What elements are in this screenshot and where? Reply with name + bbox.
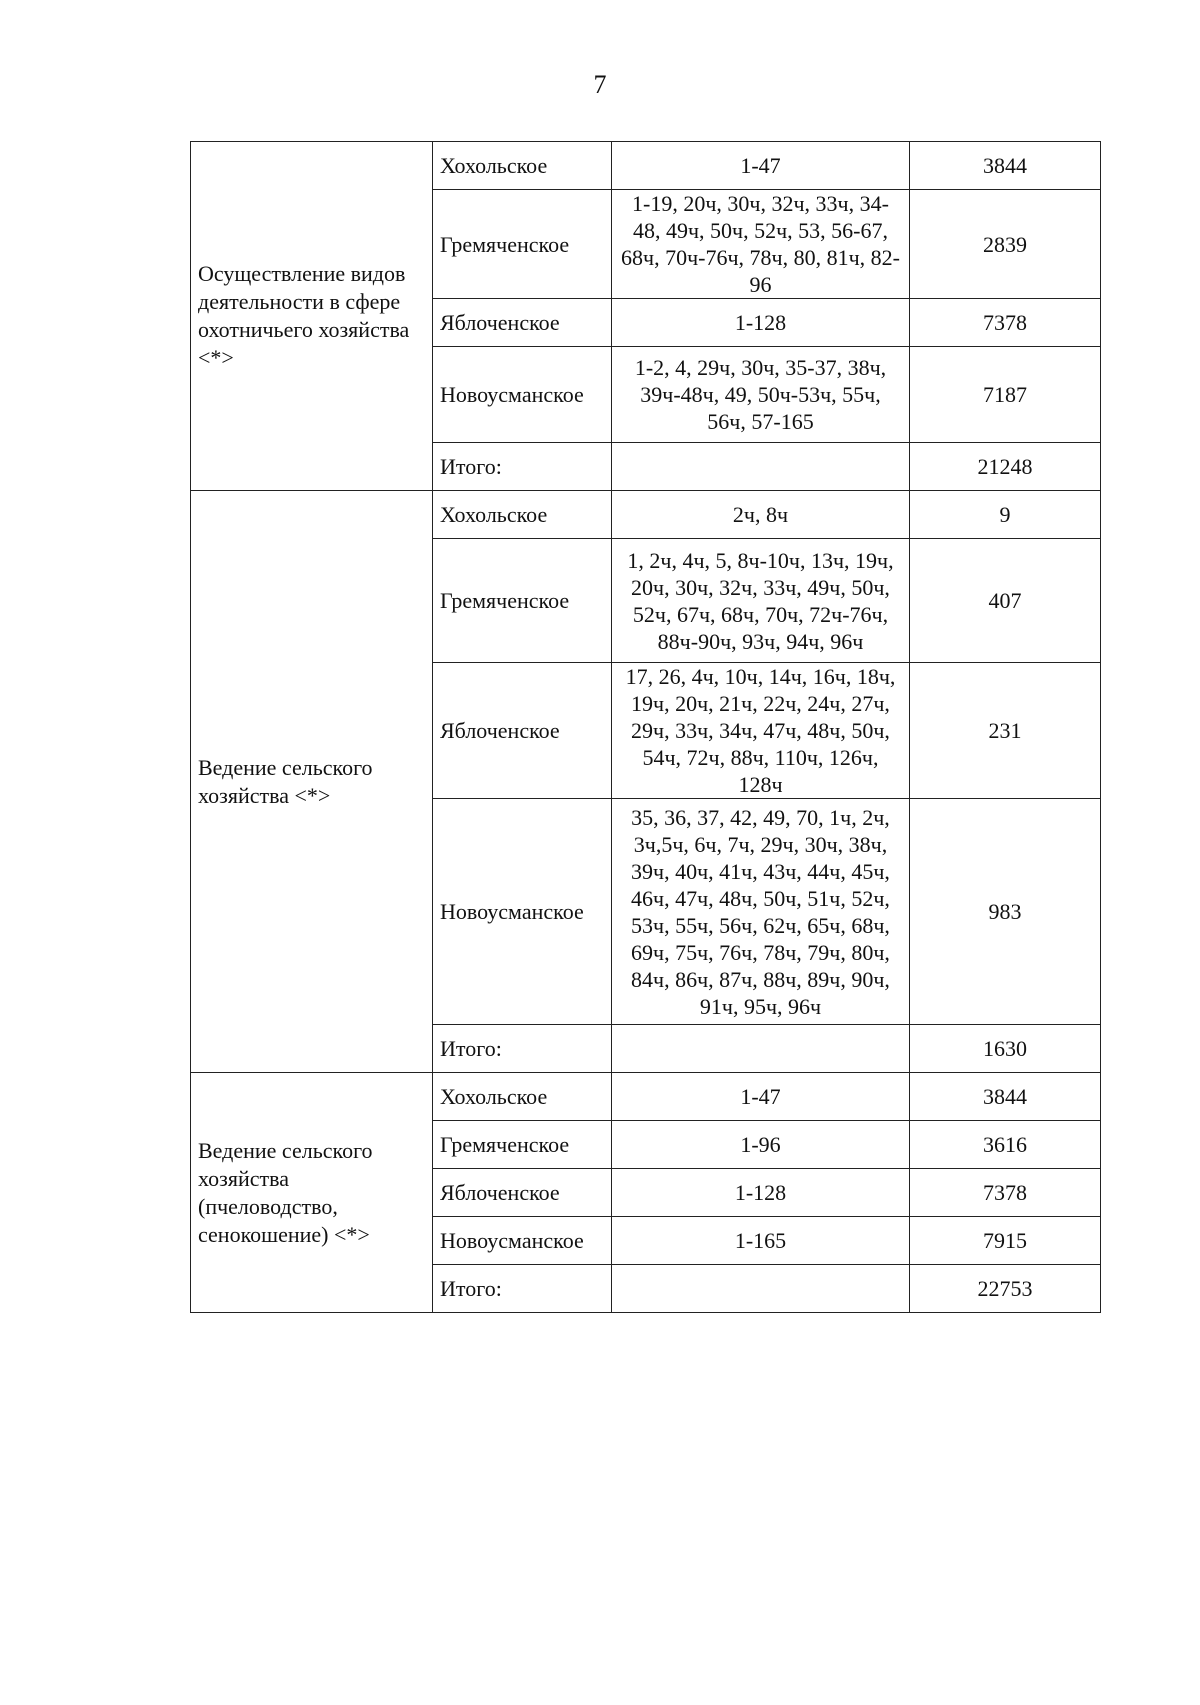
area-cell: 7915 xyxy=(910,1217,1101,1265)
parcels-cell: 1-96 xyxy=(612,1121,910,1169)
area-cell: 7187 xyxy=(910,347,1101,443)
area-cell: 7378 xyxy=(910,1169,1101,1217)
area-cell: 9 xyxy=(910,491,1101,539)
parcels-cell: 35, 36, 37, 42, 49, 70, 1ч, 2ч, 3ч,5ч, 6ч, 7ч, 29ч, 30ч, 38ч, 39ч, 40ч, 41ч, 43ч, 44ч, 45ч, 46ч, 47ч, 48ч, 50ч, 51ч, 52ч, 53ч, 55ч, 56ч, 62ч, 65ч, 68ч, 69ч, 75ч, 76ч, 78ч, 79ч, 80ч, 84ч, 86ч, 87ч, 88ч, 89ч, 90ч, 91ч, 95ч, 96ч xyxy=(612,799,910,1025)
parcels-cell xyxy=(612,443,910,491)
parcels-cell: 1-165 xyxy=(612,1217,910,1265)
district-cell: Яблоченское xyxy=(433,299,612,347)
table-row xyxy=(191,1073,1101,1121)
parcels-cell: 1-128 xyxy=(612,299,910,347)
district-cell: Гремяченское xyxy=(433,190,612,299)
district-cell: Новоусманское xyxy=(433,1217,612,1265)
land-use-table xyxy=(190,141,1101,1313)
total-label-cell: Итого: xyxy=(433,1025,612,1073)
parcels-cell xyxy=(612,1265,910,1313)
area-cell: 231 xyxy=(910,663,1101,799)
parcels-cell: 1-128 xyxy=(612,1169,910,1217)
total-label-cell: Итого: xyxy=(433,443,612,491)
use-type-cell: Ведение сельского хозяйства <*> xyxy=(191,491,433,1073)
district-cell: Гремяченское xyxy=(433,1121,612,1169)
district-cell: Хохольское xyxy=(433,1073,612,1121)
page-number: 7 xyxy=(593,70,607,99)
parcels-cell: 1, 2ч, 4ч, 5, 8ч-10ч, 13ч, 19ч, 20ч, 30ч, 32ч, 33ч, 49ч, 50ч, 52ч, 67ч, 68ч, 70ч, 72ч-76ч, 88ч-90ч, 93ч, 94ч, 96ч xyxy=(612,539,910,663)
area-cell: 3844 xyxy=(910,142,1101,190)
use-type-cell: Осуществление видов деятельности в сфере охотничьего хозяйства <*> xyxy=(191,142,433,491)
use-type-cell: Ведение сельского хозяйства (пчеловодство, сенокошение) <*> xyxy=(191,1073,433,1313)
district-cell: Хохольское xyxy=(433,491,612,539)
parcels-cell: 1-47 xyxy=(612,1073,910,1121)
district-cell: Хохольское xyxy=(433,142,612,190)
area-cell: 7378 xyxy=(910,299,1101,347)
area-cell: 983 xyxy=(910,799,1101,1025)
district-cell: Новоусманское xyxy=(433,799,612,1025)
total-label-cell: Итого: xyxy=(433,1265,612,1313)
area-cell: 407 xyxy=(910,539,1101,663)
area-cell: 2839 xyxy=(910,190,1101,299)
parcels-cell: 1-19, 20ч, 30ч, 32ч, 33ч, 34-48, 49ч, 50ч, 52ч, 53, 56-67, 68ч, 70ч-76ч, 78ч, 80, 81ч, 82-96 xyxy=(612,190,910,299)
district-cell: Яблоченское xyxy=(433,1169,612,1217)
parcels-cell: 17, 26, 4ч, 10ч, 14ч, 16ч, 18ч, 19ч, 20ч, 21ч, 22ч, 24ч, 27ч, 29ч, 33ч, 34ч, 47ч, 48ч, 50ч, 54ч, 72ч, 88ч, 110ч, 126ч, 128ч xyxy=(612,663,910,799)
table-row xyxy=(191,142,1101,190)
area-cell: 3844 xyxy=(910,1073,1101,1121)
total-area-cell: 22753 xyxy=(910,1265,1101,1313)
area-cell: 3616 xyxy=(910,1121,1101,1169)
total-area-cell: 21248 xyxy=(910,443,1101,491)
district-cell: Новоусманское xyxy=(433,347,612,443)
district-cell: Яблоченское xyxy=(433,663,612,799)
parcels-cell xyxy=(612,1025,910,1073)
parcels-cell: 2ч, 8ч xyxy=(612,491,910,539)
table-row xyxy=(191,491,1101,539)
district-cell: Гремяченское xyxy=(433,539,612,663)
parcels-cell: 1-2, 4, 29ч, 30ч, 35-37, 38ч, 39ч-48ч, 49, 50ч-53ч, 55ч, 56ч, 57-165 xyxy=(612,347,910,443)
total-area-cell: 1630 xyxy=(910,1025,1101,1073)
parcels-cell: 1-47 xyxy=(612,142,910,190)
